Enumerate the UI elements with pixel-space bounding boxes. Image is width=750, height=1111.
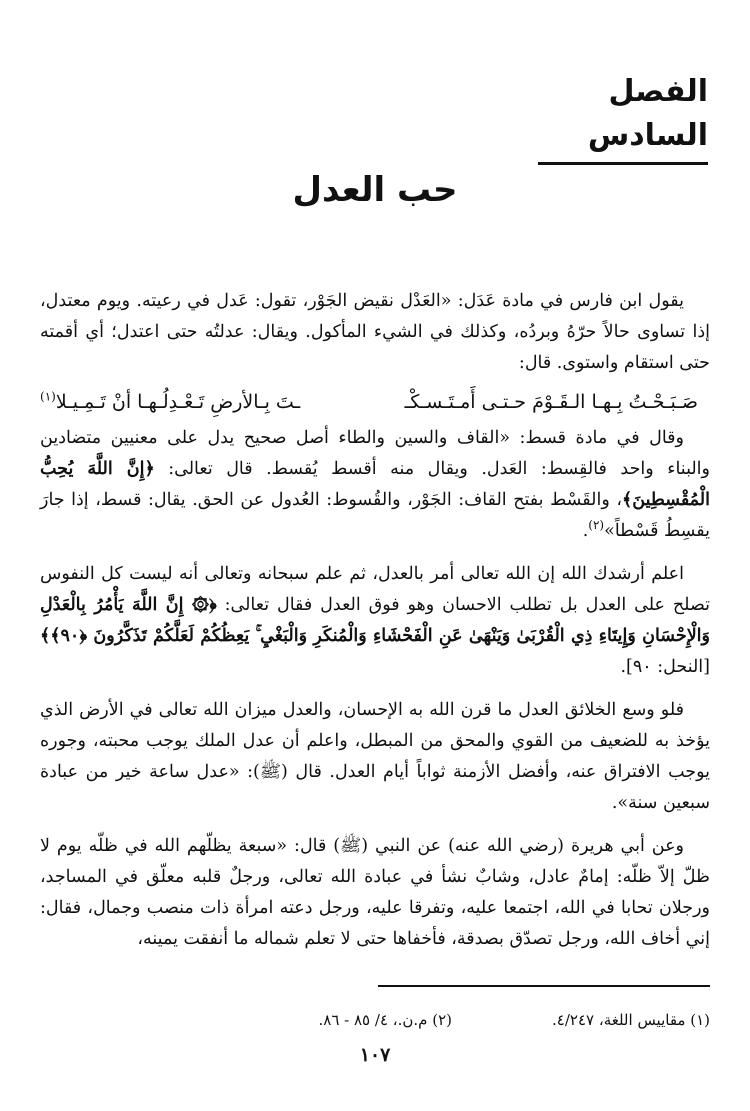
section-title: حب العدل (292, 170, 458, 210)
paragraph-command-justice (40, 559, 710, 683)
chapter-underline (538, 162, 708, 165)
paragraph-justice-scale (40, 695, 710, 819)
verse-hemistich-left-text: ـتَ بِـالأرضِ تَـعْـدِلُـهـا أنْ تَـمِـيـلا (55, 391, 301, 413)
quran-reference: [النحل: ٩٠]. (620, 657, 710, 677)
footnote-divider (378, 985, 710, 987)
paragraph-definition-qist (40, 423, 710, 547)
paragraph-text: وقال في مادة قسط: «القاف والسين والطاء أصل صحيح يدل على معنيين متضادين والبناء واحد فالقِسط: العَدل. ويقال منه أقسط يُقسط. قال تعالى: (40, 428, 710, 479)
chapter-header (538, 70, 708, 165)
footnotes (40, 1008, 710, 1032)
footnote-ref-2[interactable]: (٢) (588, 518, 605, 533)
verse-hemistich-left (40, 385, 300, 419)
chapter-title: الفصل السادس (587, 74, 708, 153)
body-text (40, 286, 710, 961)
verse-hemistich-right: صَـبَـحْـتُ بِـهـا الـقَـوْمَ حـتـى أَمـتَـسـكْـ (404, 391, 698, 413)
page-number: ١٠٧ (359, 1044, 391, 1066)
paragraph-hadith-seven (40, 831, 710, 955)
poetry-verse (40, 385, 710, 419)
paragraph-text: وعن أبي هريرة (رضي الله عنه) عن النبي (ﷺ) قال: «سبعة يظلّهم الله في ظلّه يوم لا ظلّ إلاّ ظلّه: إمامٌ عادل، وشابٌ نشأ في عبادة الله تعالى، ورجلٌ قلبه معلّق في المساجد، ورجلان تحابا في الله، اجتمعا عليه، وتفرقا عليه، ورجل دعته امرأة ذات منصب وجمال، فقال: إني أخاف الله، ورجل تصدّق بصدقة، فأخفاها حتى لا تعلم شماله ما أنفقت يمينه، (40, 836, 710, 949)
paragraph-text: يقول ابن فارس في مادة عَدَل: «العَدْل نقيض الجَوْر، تقول: عَدل في رعيته. ويوم معتدل، إذا تساوى حالاً حرّهُ وبردُه، وكذلك في الشيء المأكول. ويقال: عدلتُه حتى اعتدل؛ أي أقمته حتى استقام واستوى. قال: (40, 291, 710, 373)
quran-quote: ﴿۞ إِنَّ اللَّهَ يَأْمُرُ بِالْعَدْلِ وَالْإِحْسَانِ وَإِيتَاءِ ذِي الْقُرْبَىٰ وَيَنْهَىٰ عَنِ الْفَحْشَاءِ وَالْمُنكَرِ وَالْبَغْيِ ۚ يَعِظُكُمْ لَعَلَّكُمْ تَذَكَّرُونَ ﴿٩٠﴾﴾ (40, 595, 710, 646)
paragraph-definition-adl (40, 286, 710, 379)
footnote-2: (٢) م.ن.، ٤/ ٨٥ - ٨٦. (318, 1011, 453, 1029)
quran-quote: ﴿إِنَّ اللَّهَ يُحِبُّ الْمُقْسِطِينَ﴾ (40, 459, 710, 510)
paragraph-text: ، والقَسْط بفتح القاف: الجَوْر، والقُسوط: العُدول عن الحق. يقال: قسط، إذا جارَ يقسِطُ قَسْطاً» (40, 490, 710, 541)
paragraph-text: اعلم أرشدك الله إن الله تعالى أمر بالعدل، ثم علم سبحانه وتعالى أنه ليست كل النفوس تصلح على العدل بل تطلب الاحسان وهو فوق العدل فقال تعالى: (40, 564, 710, 615)
paragraph-text: فلو وسع الخلائق العدل ما قرن الله به الإحسان، والعدل ميزان الله تعالى في الأرض الذي يؤخذ به للضعيف من القوي والمحق من المبطل، واعلم أن عدل الملك يوجب محبته، وجوره يوجب الافتراق عنه، وأفضل الأزمنة ثواباً أيام العدل. قال (ﷺ): «عدل ساعة خير من عبادة سبعين سنة». (40, 700, 710, 813)
footnote-ref-1[interactable]: (١) (40, 389, 56, 404)
paragraph-text: . (582, 521, 589, 541)
footnote-1: (١) مقاييس اللغة، ٤/٢٤٧. (552, 1011, 710, 1029)
